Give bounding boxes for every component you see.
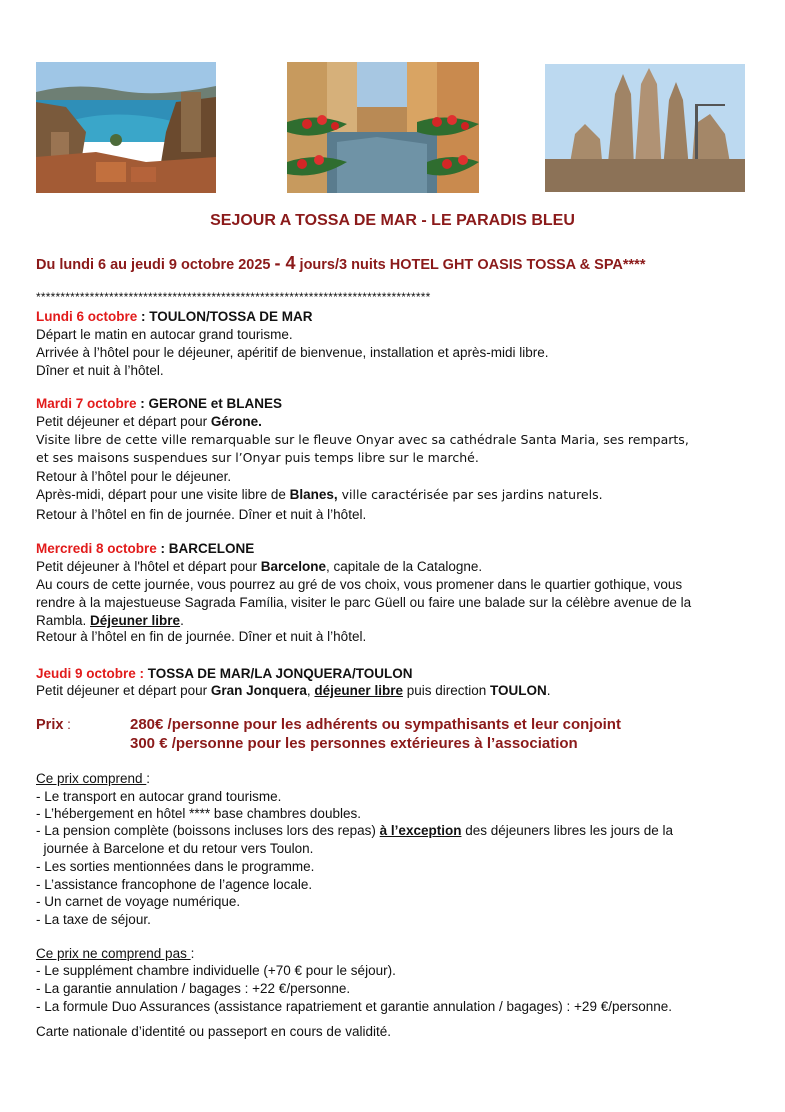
day2-line: et ses maisons suspendues sur l’Onyar puis temps libre sur le marché. — [36, 450, 479, 465]
day3-title: BARCELONE — [168, 541, 255, 556]
day3-text: Rambla. — [36, 613, 91, 628]
page-title: SEJOUR A TOSSA DE MAR - LE PARADIS BLEU — [210, 212, 575, 229]
id-requirement: Carte nationale d’identité ou passeport en cours de validité. — [36, 1024, 391, 1039]
day1-sep: : — [137, 309, 150, 324]
day2-line — [36, 413, 262, 431]
day4-text: Petit déjeuner et départ pour — [36, 683, 211, 698]
price-label — [36, 716, 71, 734]
day4-free-lunch: déjeuner libre — [314, 683, 403, 698]
day1-line: Arrivée à l’hôtel pour le déjeuner, apéritif de bienvenue, installation et après-midi libre. — [36, 345, 549, 360]
day3-heading — [36, 540, 254, 558]
price-label-colon: : — [63, 717, 71, 732]
day3-sep: : — [156, 541, 169, 556]
day2-text: Petit déjeuner et départ pour — [36, 414, 211, 429]
day4-place: Gran Jonquera — [210, 683, 307, 698]
day1-line: Départ le matin en autocar grand tourisme. — [36, 327, 293, 342]
day2-city: Gérone. — [210, 414, 262, 429]
day1-title: TOULON/TOSSA DE MAR — [149, 309, 313, 324]
includes-heading-text: Ce prix comprend — [36, 771, 147, 786]
day3-text: . — [180, 613, 184, 628]
day3-date: Mercredi 8 octobre — [36, 541, 157, 556]
includes-text: des déjeuners libres les jours de la — [461, 823, 674, 838]
day2-line: Retour à l’hôtel en fin de journée. Dîner et nuit à l’hôtel. — [36, 507, 367, 522]
day3-line: Retour à l’hôtel en fin de journée. Dîner et nuit à l’hôtel. — [36, 629, 367, 644]
day4-text: , — [306, 683, 315, 698]
includes-item: - L’hébergement en hôtel **** base chambres doubles. — [36, 806, 361, 821]
includes-item: - La taxe de séjour. — [36, 912, 151, 927]
day2-sep: : — [136, 396, 149, 411]
includes-item: journée à Barcelone et du retour vers Toulon. — [36, 841, 314, 856]
day3-text: Petit déjeuner à l'hôtel et départ pour — [36, 559, 261, 574]
day3-line: rendre à la majestueuse Sagrada Família, visiter le parc Güell ou faire une balade sur la célèbre avenue de la — [36, 595, 692, 610]
includes-item: - L’assistance francophone de l’agence locale. — [36, 877, 313, 892]
day2-city: Blanes, — [289, 487, 338, 502]
subtitle-dates: Du lundi 6 au jeudi 9 octobre 2025 — [36, 257, 275, 273]
excludes-item: - La garantie annulation / bagages : +22 €/personne. — [36, 981, 351, 996]
includes-text: - La pension complète (boissons incluses lors des repas) — [36, 823, 380, 838]
day2-line: Retour à l’hôtel pour le déjeuner. — [36, 469, 232, 484]
price-external: 300 € /personne pour les personnes extérieures à l’association — [130, 735, 578, 752]
day2-date: Mardi 7 octobre — [36, 396, 137, 411]
includes-item — [36, 822, 673, 840]
excludes-item: - La formule Duo Assurances (assistance rapatriement et garantie annulation / bagages) : +29 €/personne. — [36, 999, 673, 1014]
day3-line — [36, 558, 482, 576]
trip-subtitle — [36, 253, 645, 274]
day2-heading — [36, 395, 282, 413]
day1-heading — [36, 308, 313, 326]
day4-text: puis direction — [402, 683, 490, 698]
day1-line: Dîner et nuit à l’hôtel. — [36, 363, 164, 378]
tossa-de-mar-photo — [36, 62, 216, 193]
day2-text: Après-midi, départ pour une visite libre de — [36, 487, 290, 502]
day2-title: GERONE et BLANES — [148, 396, 283, 411]
includes-item: - Le transport en autocar grand tourisme. — [36, 789, 282, 804]
subtitle-days-count: - 4 — [274, 253, 296, 273]
includes-heading — [36, 770, 150, 788]
day4-heading — [36, 665, 413, 683]
excludes-heading-text: Ce prix ne comprend pas — [36, 946, 191, 961]
day4-place: TOULON — [490, 683, 547, 698]
day4-text: . — [546, 683, 551, 698]
day3-city: Barcelone — [260, 559, 327, 574]
price-label-text: Prix — [36, 717, 64, 733]
day4-title: TOSSA DE MAR/LA JONQUERA/TOULON — [144, 666, 413, 681]
price-members: 280€ /personne pour les adhérents ou sympathisants et leur conjoint — [130, 716, 621, 733]
includes-heading-colon: : — [146, 771, 151, 786]
includes-exception: à l’exception — [379, 823, 462, 838]
subtitle-hotel: jours/3 nuits HOTEL GHT OASIS TOSSA & SPA**** — [295, 257, 646, 273]
day3-text: , capitale de la Catalogne. — [326, 559, 483, 574]
day3-line: Au cours de cette journée, vous pourrez au gré de vos choix, vous promener dans le quartier gothique, vous — [36, 577, 683, 592]
excludes-heading — [36, 945, 194, 963]
gerone-photo — [287, 62, 479, 193]
day2-line — [36, 486, 603, 504]
separator-line: ********************************************************************************* — [36, 290, 431, 304]
day1-date: Lundi 6 octobre — [36, 309, 138, 324]
day2-line: Visite libre de cette ville remarquable sur le fleuve Onyar avec sa cathédrale Santa Maria, ses remparts, — [36, 432, 689, 447]
includes-item: - Les sorties mentionnées dans le programme. — [36, 859, 315, 874]
excludes-heading-colon: : — [190, 946, 195, 961]
excludes-item: - Le supplément chambre individuelle (+70 € pour le séjour). — [36, 963, 396, 978]
day3-free-lunch: Déjeuner libre — [90, 613, 181, 628]
sagrada-familia-photo — [545, 64, 745, 192]
includes-item: - Un carnet de voyage numérique. — [36, 894, 241, 909]
day4-line — [36, 682, 551, 700]
day2-text: ville caractérisée par ses jardins naturels. — [337, 487, 603, 502]
day4-date: Jeudi 9 octobre : — [36, 666, 145, 681]
